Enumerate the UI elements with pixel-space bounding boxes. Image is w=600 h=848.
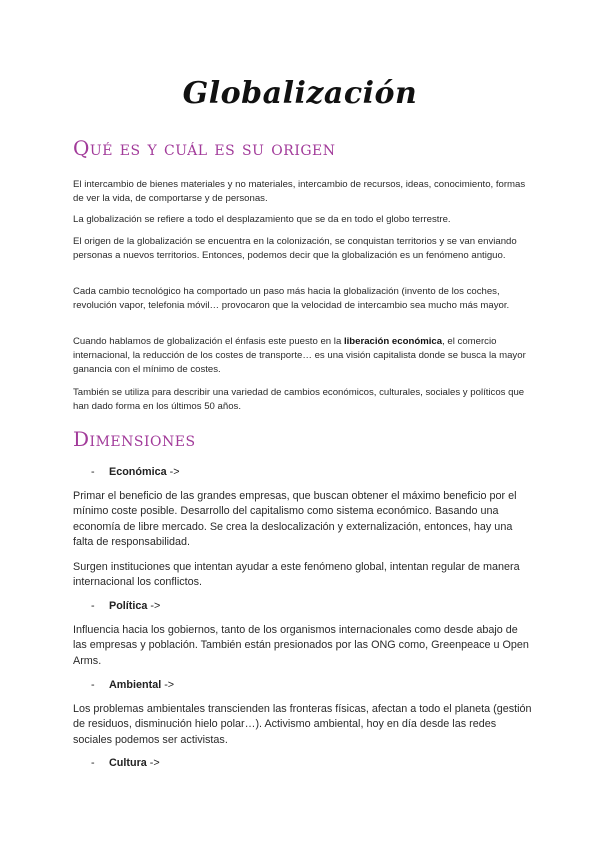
paragraph-economica-1: Primar el beneficio de las grandes empresas, que buscan obtener el máximo beneficio por el mínimo coste posible. Desarrollo del capitalismo como sistema económico. Basando una economía de libre mercado. Se crea la deslocalización y externalización, entonces, hay una falta de responsabilidad. [73,490,517,549]
page-title: Globalización [182,76,418,111]
paragraph-desplazamiento: La globalización se refiere a todo el desplazamiento que se da en todo el globo terrestre. [73,214,451,225]
bullet-dash: - [91,466,95,478]
text-after: , el comercio internacional, la reducción de los costes de transporte… es una visión capitalista donde se busca la mayor ganancia con el mínimo de costes. [73,336,526,375]
bullet-label: Económica [109,466,167,478]
bullet-arrow: -> [166,466,180,478]
keyword-liberacion-economica: liberación económica [343,336,443,347]
bullet-label: Cultura [109,757,147,769]
bullet-cultura [91,757,160,769]
bullet-label: Ambiental [109,679,162,691]
bullet-label: Política [109,600,148,612]
paragraph-liberacion-economica [73,335,533,377]
bullet-arrow: -> [161,679,175,691]
bullet-dash: - [91,679,95,691]
paragraph-intercambio: El intercambio de bienes materiales y no materiales, intercambio de recursos, ideas, conocimiento, formas de ver la vida, de comportarse y de personas. [73,179,526,204]
bullet-ambiental [91,679,174,691]
bullet-politica [91,600,160,612]
bullet-dash: - [91,757,95,769]
paragraph-politica: Influencia hacia los gobiernos, tanto de los organismos internacionales como desde abajo de las empresas y población. También están presionados por las ONG como, Greenpeace u Open Arms. [73,624,529,667]
section-heading-dimensiones: Dimensiones [73,427,196,451]
paragraph-economica-2: Surgen instituciones que intentan ayudar a este fenómeno global, intentan regular de manera internacional los conflictos. [73,561,520,589]
paragraph-cambios-50-anos: También se utiliza para describir una variedad de cambios económicos, culturales, sociales y políticos que han dado forma en los últimos 50 años. [73,387,525,412]
bullet-economica [91,466,180,478]
paragraph-cambio-tecnologico: Cada cambio tecnológico ha comportado un paso más hacia la globalización (invento de los coches, revolución vapor, telefonia móvil… provocaron que la velocidad de intercambio sea mucho más mayor. [73,286,510,311]
text-before: Cuando hablamos de globalización el énfasis este puesto en la [73,336,344,347]
paragraph-origen: El origen de la globalización se encuentra en la colonización, se conquistan territorios y se van enviando personas a nuevos territorios. Entonces, podemos decir que la globalización es un fenómeno antiguo. [73,236,517,261]
bullet-dash: - [91,600,95,612]
section-heading-origen: Qué es y cuál es su origen [73,136,336,160]
bullet-arrow: -> [147,600,161,612]
bullet-arrow: -> [146,757,160,769]
paragraph-ambiental: Los problemas ambientales transcienden las fronteras físicas, afectan a todo el planeta (gestión de residuos, disminución hielo polar…). Activismo ambiental, hoy en día desde las redes sociales podemos ser activistas. [73,703,532,746]
